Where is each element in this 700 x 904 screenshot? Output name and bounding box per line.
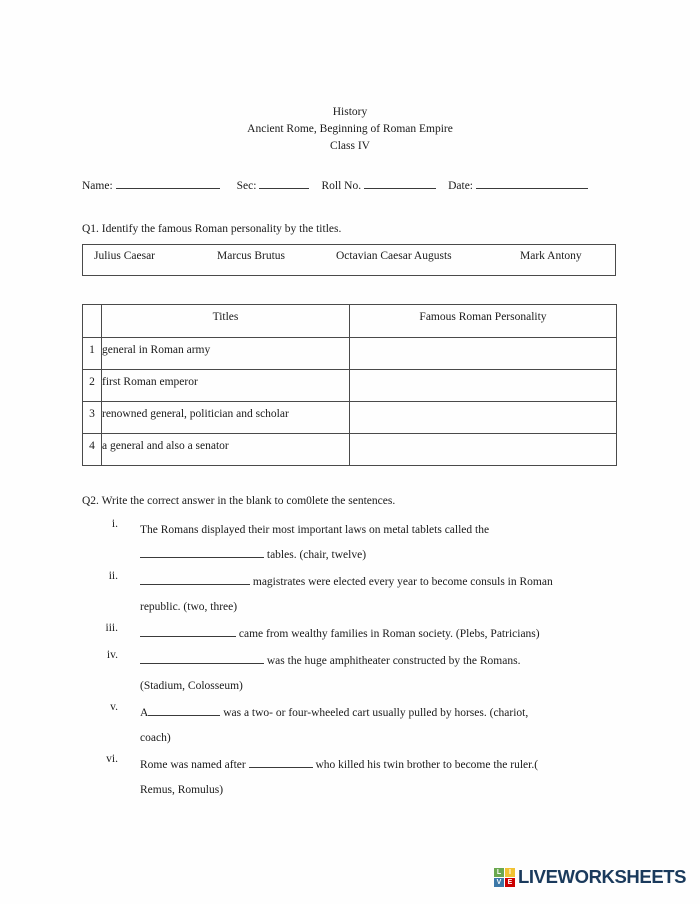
item-body bbox=[140, 570, 616, 620]
item-numeral: iii. bbox=[105, 622, 118, 634]
date-input-line[interactable] bbox=[476, 177, 588, 189]
header-class: Class IV bbox=[330, 140, 370, 152]
row-answer-field[interactable] bbox=[350, 338, 617, 370]
sec-label: Sec: bbox=[236, 180, 257, 192]
table-header-personality: Famous Roman Personality bbox=[350, 305, 617, 338]
item-numeral: vi. bbox=[106, 753, 118, 765]
answer-blank[interactable] bbox=[140, 572, 250, 585]
liveworksheets-logo[interactable] bbox=[494, 866, 686, 888]
item-numeral: v. bbox=[110, 701, 118, 713]
answer-blank[interactable] bbox=[140, 624, 236, 637]
answer-blank[interactable] bbox=[140, 545, 264, 558]
question-2-list bbox=[82, 518, 616, 805]
word-bank-option[interactable]: Julius Caesar bbox=[94, 250, 156, 262]
logo-tile-v: V bbox=[494, 878, 504, 887]
item-numeral: i. bbox=[111, 518, 118, 530]
name-input-line[interactable] bbox=[116, 177, 220, 189]
item-text: was the huge amphitheater constructed by the Romans. bbox=[266, 655, 521, 667]
word-bank-option[interactable]: Mark Antony bbox=[520, 250, 582, 262]
liveworksheets-wordmark: LIVEWORKSHEETS bbox=[518, 866, 687, 887]
table-row bbox=[83, 338, 617, 370]
item-text: Rome was named after bbox=[140, 759, 246, 771]
row-answer-field[interactable] bbox=[350, 402, 617, 434]
list-item bbox=[82, 701, 616, 751]
logo-tile-e: E bbox=[505, 878, 515, 887]
document-header bbox=[0, 104, 700, 155]
answer-blank[interactable] bbox=[140, 651, 264, 664]
row-title: renowned general, politician and scholar bbox=[102, 402, 350, 434]
table-row bbox=[83, 402, 617, 434]
row-number: 2 bbox=[83, 370, 102, 402]
item-text: magistrates were elected every year to become consuls in Roman bbox=[252, 576, 553, 588]
name-label: Name: bbox=[82, 180, 113, 192]
table-header-index bbox=[83, 305, 102, 338]
row-title: general in Roman army bbox=[102, 338, 350, 370]
logo-tile-i: I bbox=[505, 868, 515, 877]
word-bank-option[interactable]: Octavian Caesar Augusts bbox=[336, 250, 452, 262]
item-body bbox=[140, 701, 616, 751]
header-topic: Ancient Rome, Beginning of Roman Empire bbox=[247, 123, 453, 135]
item-text: tables. (chair, twelve) bbox=[266, 549, 367, 561]
header-subject: History bbox=[332, 106, 368, 118]
list-item bbox=[82, 622, 616, 647]
item-text: republic. (two, three) bbox=[140, 601, 238, 613]
list-item bbox=[82, 570, 616, 620]
logo-tile-l: L bbox=[494, 868, 504, 877]
item-body bbox=[140, 622, 616, 647]
row-number: 4 bbox=[83, 434, 102, 466]
date-label: Date: bbox=[448, 180, 473, 192]
item-text: (Stadium, Colosseum) bbox=[140, 680, 243, 692]
item-numeral: ii. bbox=[108, 570, 118, 582]
roll-input-line[interactable] bbox=[364, 177, 436, 189]
word-bank-option[interactable]: Marcus Brutus bbox=[217, 250, 286, 262]
roll-label: Roll No. bbox=[321, 180, 362, 192]
answer-blank[interactable] bbox=[148, 703, 220, 716]
row-answer-field[interactable] bbox=[350, 370, 617, 402]
item-body bbox=[140, 518, 616, 568]
list-item bbox=[82, 518, 616, 568]
item-numeral: iv. bbox=[106, 649, 118, 661]
item-text: coach) bbox=[140, 732, 171, 744]
row-title: a general and also a senator bbox=[102, 434, 350, 466]
answer-blank[interactable] bbox=[249, 755, 313, 768]
row-number: 3 bbox=[83, 402, 102, 434]
item-text: A bbox=[140, 707, 149, 719]
list-item bbox=[82, 649, 616, 699]
question-2-prompt: Q2. Write the correct answer in the blank to com0lete the sentences. bbox=[82, 495, 396, 507]
item-body bbox=[140, 753, 616, 803]
liveworksheets-mark-icon bbox=[494, 868, 515, 887]
item-text: came from wealthy families in Roman society. (Plebs, Patricians) bbox=[238, 628, 540, 640]
item-text: was a two- or four-wheeled cart usually pulled by horses. (chariot, bbox=[223, 707, 529, 719]
titles-answer-table bbox=[82, 304, 617, 466]
list-item bbox=[82, 753, 616, 803]
table-header-row bbox=[83, 305, 617, 338]
row-title: first Roman emperor bbox=[102, 370, 350, 402]
table-row bbox=[83, 434, 617, 466]
table-header-titles: Titles bbox=[102, 305, 350, 338]
item-text: Remus, Romulus) bbox=[140, 784, 224, 796]
table-row bbox=[83, 370, 617, 402]
item-text: The Romans displayed their most important laws on metal tablets called the bbox=[140, 524, 490, 536]
sec-input-line[interactable] bbox=[259, 177, 309, 189]
row-number: 1 bbox=[83, 338, 102, 370]
question-1-prompt: Q1. Identify the famous Roman personality by the titles. bbox=[82, 223, 342, 235]
item-text: who killed his twin brother to become the ruler.( bbox=[315, 759, 539, 771]
row-answer-field[interactable] bbox=[350, 434, 617, 466]
student-identity-row bbox=[82, 177, 591, 192]
item-body bbox=[140, 649, 616, 699]
word-bank-box bbox=[82, 244, 616, 276]
